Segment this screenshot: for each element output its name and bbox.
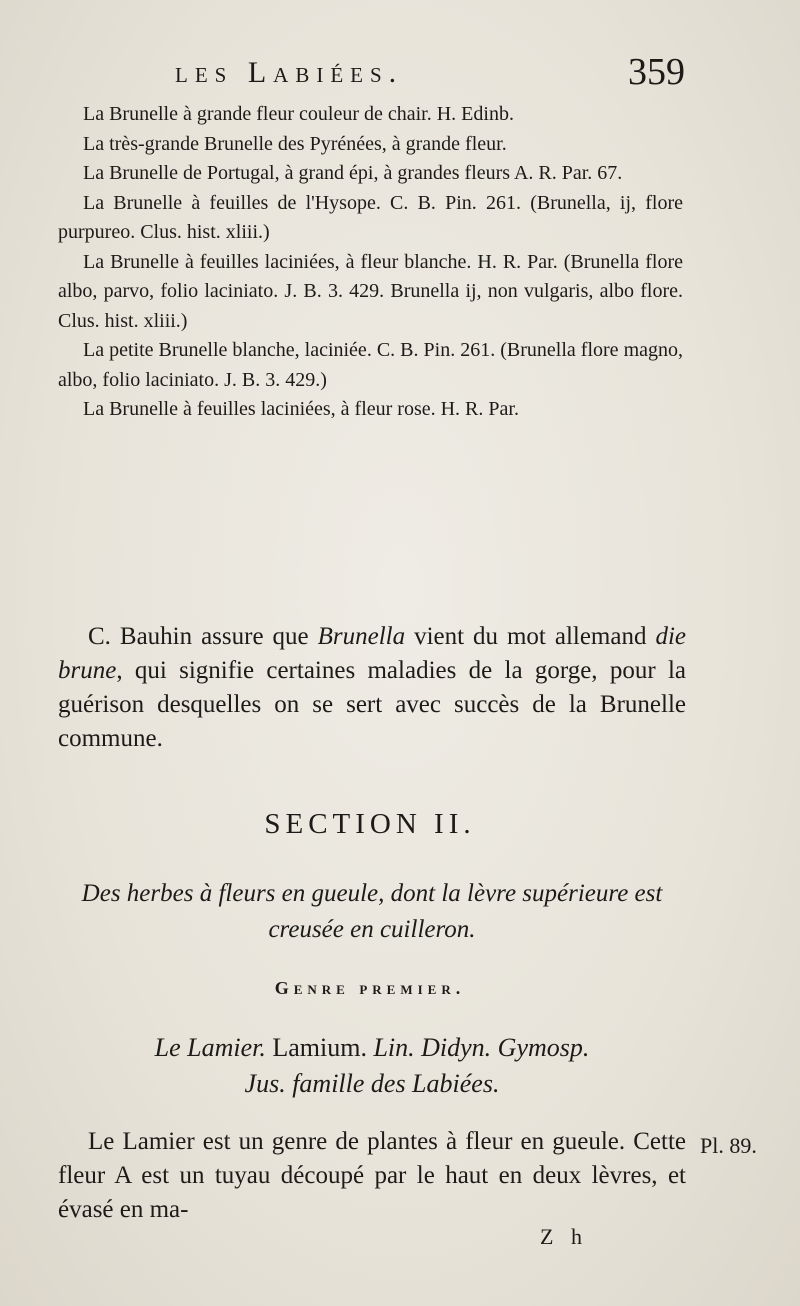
list-item: La petite Brunelle blanche, laciniée. C. B. Pin. 261. (Brunella flore magno, albo, folio laciniato. J. B. 3. 429.) [58, 339, 683, 391]
genre-heading: Genre premier. [274, 978, 466, 998]
genus-linnaeus: Lin. Didyn. Gymosp. [373, 1033, 590, 1062]
list-item: La Brunelle à feuilles de l'Hysope. C. B. Pin. 261. (Brunella, ij, flore purpureo. Clus. hist. xliii.) [58, 191, 683, 243]
text-run: C. Bauhin assure que [88, 623, 318, 650]
genus-latin: Lamium. [265, 1033, 374, 1062]
running-title: les Labiées. [175, 56, 404, 89]
plate-reference: Pl. 89. [700, 1133, 757, 1158]
list-item: La très-grande Brunelle des Pyrénées, à grande fleur. [83, 132, 507, 155]
text-run: vient du mot allemand [405, 623, 656, 650]
genus-name: Le Lamier. [154, 1033, 266, 1062]
section-title: SECTION II. [264, 808, 476, 840]
page-header [0, 50, 800, 100]
genus-line-1 [58, 1030, 686, 1066]
page-number: 359 [628, 51, 685, 93]
list-item: La Brunelle à feuilles laciniées, à fleur blanche. H. R. Par. (Brunella flore albo, parvo, folio laciniato. J. B. 3. 429. Brunella ij, non vulgaris, albo flore. Clus. hist. xliii.) [58, 250, 683, 332]
italic-term: die brune [58, 623, 686, 684]
italic-term: Brunella [317, 623, 406, 650]
signature-mark: Z h [540, 1224, 588, 1249]
list-item: La Brunelle à grande fleur couleur de chair. H. Edinb. [83, 103, 514, 125]
species-list [58, 100, 683, 425]
paragraph-text: Le Lamier est un genre de plantes à fleur en gueule. Cette fleur A est un tuyau découpé par le haut en deux lèvres, et évasé en ma- [58, 1128, 686, 1223]
list-item: La Brunelle à feuilles laciniées, à fleur rose. H. R. Par. [83, 398, 519, 420]
genus-line-2: Jus. famille des Labiées. [244, 1069, 500, 1098]
genus-heading [58, 1030, 686, 1102]
section-subtitle: Des herbes à fleurs en gueule, dont la lèvre supérieure est creusée en cuilleron. [81, 880, 663, 943]
paragraph-text [58, 620, 686, 756]
list-item: La Brunelle de Portugal, à grand épi, à grandes fleurs A. R. Par. 67. [83, 162, 623, 184]
text-run: , qui signifie certaines maladies de la gorge, pour la guérison desquelles on se sert avec succès de la Brunelle commune. [58, 657, 686, 752]
lamier-paragraph [58, 1125, 686, 1227]
bauhin-paragraph [58, 620, 686, 756]
